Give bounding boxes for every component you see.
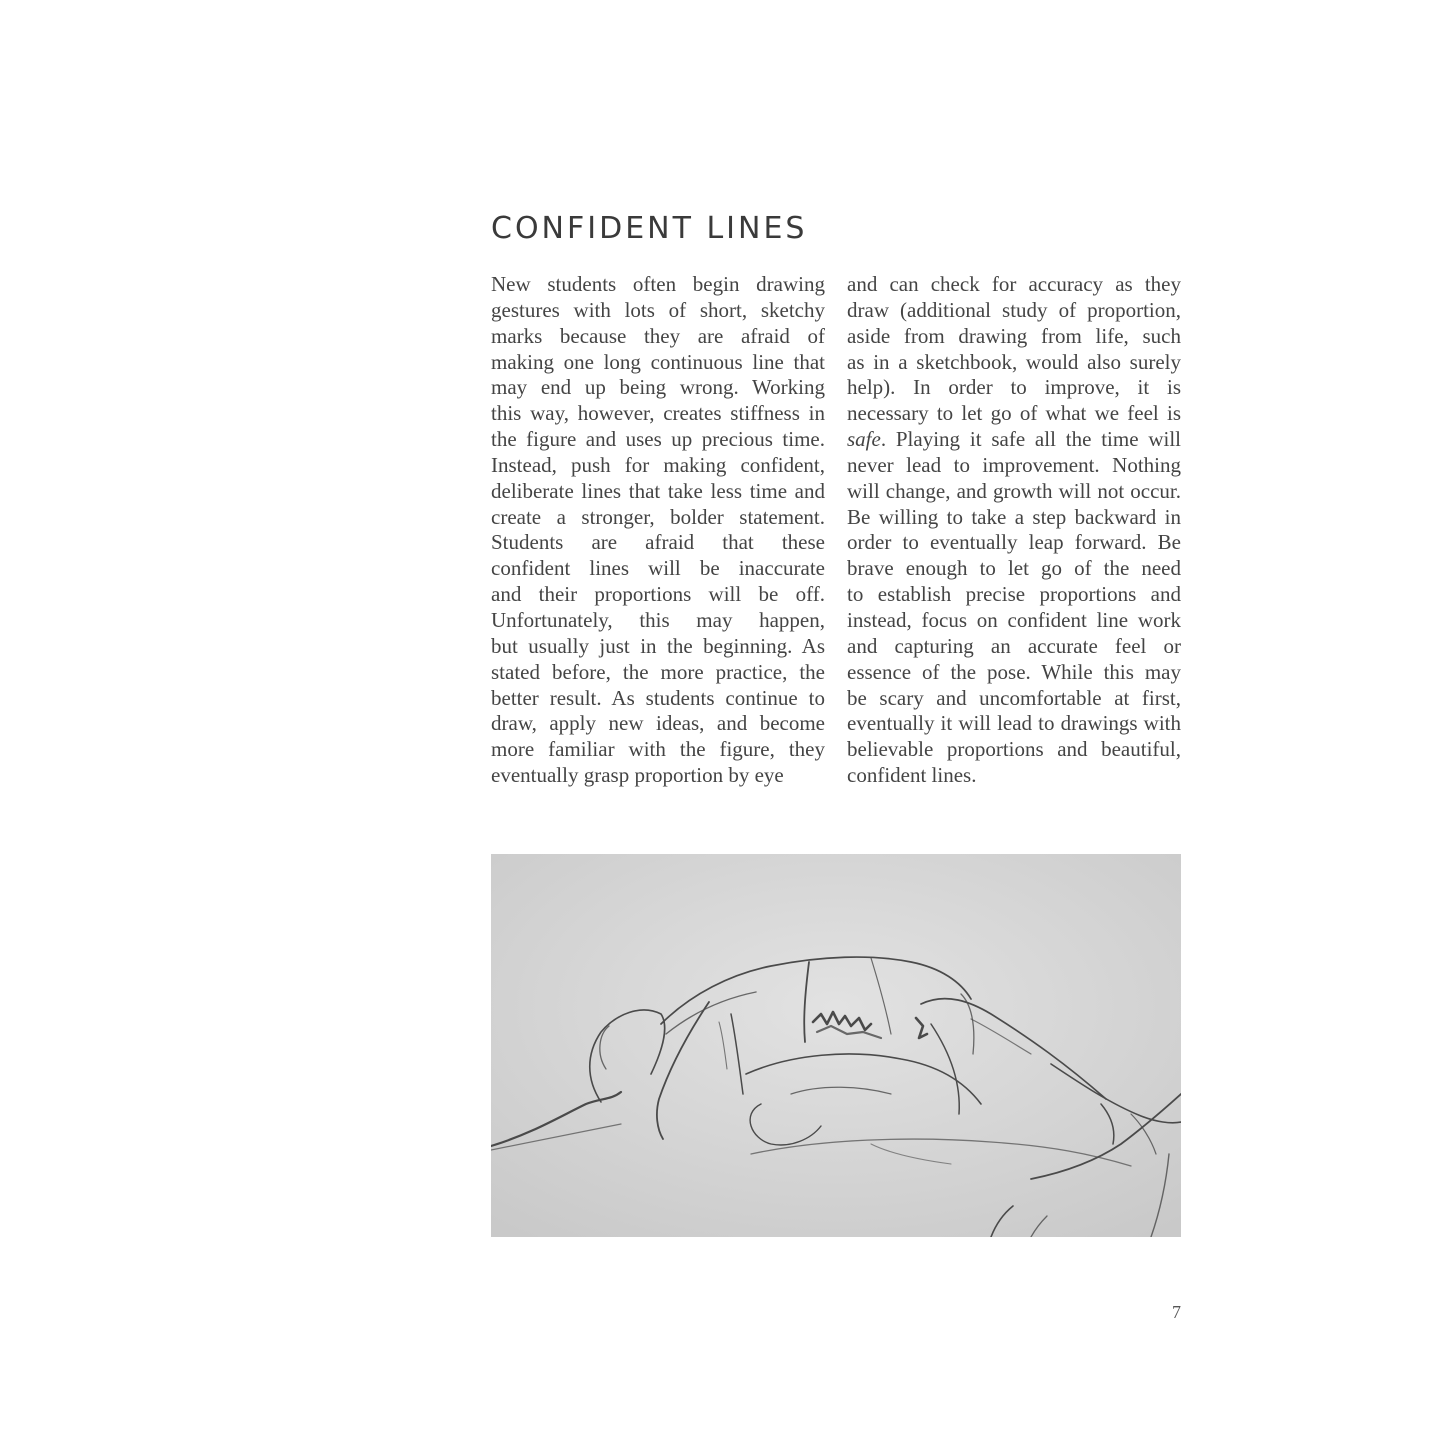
text-line: making one long continuous line that bbox=[491, 349, 825, 374]
text-line: will change, and growth will not occur. bbox=[847, 478, 1181, 503]
text-line: gestures with lots of short, sketchy bbox=[491, 297, 825, 322]
sketch-drawing bbox=[491, 854, 1181, 1237]
text-line: more familiar with the figure, they bbox=[491, 737, 825, 762]
text-line: necessary to let go of what we feel is bbox=[847, 401, 1181, 426]
page-title: CONFIDENT LINES bbox=[491, 211, 808, 246]
text-line: instead, focus on confident line work bbox=[847, 607, 1181, 632]
text-line: Students are afraid that these bbox=[491, 530, 825, 555]
text-line: Be willing to take a step backward in bbox=[847, 504, 1181, 529]
text-line: order to eventually leap forward. Be bbox=[847, 530, 1181, 555]
text-line: marks because they are afraid of bbox=[491, 323, 825, 348]
text-line: to establish precise proportions and bbox=[847, 582, 1181, 607]
text-line: eventually grasp proportion by eye bbox=[491, 763, 784, 788]
text-line: may end up being wrong. Working bbox=[491, 375, 825, 400]
gesture-sketch-image bbox=[491, 854, 1181, 1237]
text-line: stated before, the more practice, the bbox=[491, 659, 825, 684]
text-line: eventually it will lead to drawings with bbox=[847, 711, 1181, 736]
text-line: New students often begin drawing bbox=[491, 272, 825, 296]
text-line: and can check for accuracy as they bbox=[847, 272, 1181, 296]
text-line: safe. Playing it safe all the time will bbox=[847, 427, 1181, 452]
body-column-right bbox=[847, 272, 1181, 789]
text-line: essence of the pose. While this may bbox=[847, 659, 1181, 684]
text-line: aside from drawing from life, such bbox=[847, 323, 1181, 348]
text-line: and capturing an accurate feel or bbox=[847, 633, 1181, 658]
text-line: as in a sketchbook, would also surely bbox=[847, 349, 1181, 374]
text-line: never lead to improvement. Nothing bbox=[847, 452, 1181, 477]
text-line: confident lines. bbox=[847, 763, 977, 788]
text-line: draw, apply new ideas, and become bbox=[491, 711, 825, 736]
text-line: brave enough to let go of the need bbox=[847, 556, 1181, 581]
text-line: this way, however, creates stiffness in bbox=[491, 401, 825, 426]
text-line: and their proportions will be off. bbox=[491, 582, 825, 607]
text-line: but usually just in the beginning. As bbox=[491, 633, 825, 658]
text-line: create a stronger, bolder statement. bbox=[491, 504, 825, 529]
text-line: draw (additional study of proportion, bbox=[847, 297, 1181, 322]
text-line: confident lines will be inaccurate bbox=[491, 556, 825, 581]
text-line: deliberate lines that take less time and bbox=[491, 478, 825, 503]
text-line: Instead, push for making confident, bbox=[491, 452, 825, 477]
body-column-left bbox=[491, 272, 825, 789]
text-line: better result. As students continue to bbox=[491, 685, 825, 710]
text-line: be scary and uncomfortable at first, bbox=[847, 685, 1181, 710]
page-number: 7 bbox=[1172, 1302, 1181, 1322]
text-line: help). In order to improve, it is bbox=[847, 375, 1181, 400]
text-line: Unfortunately, this may happen, bbox=[491, 607, 825, 632]
text-line: the figure and uses up precious time. bbox=[491, 427, 825, 452]
text-line: believable proportions and beautiful, bbox=[847, 737, 1181, 762]
